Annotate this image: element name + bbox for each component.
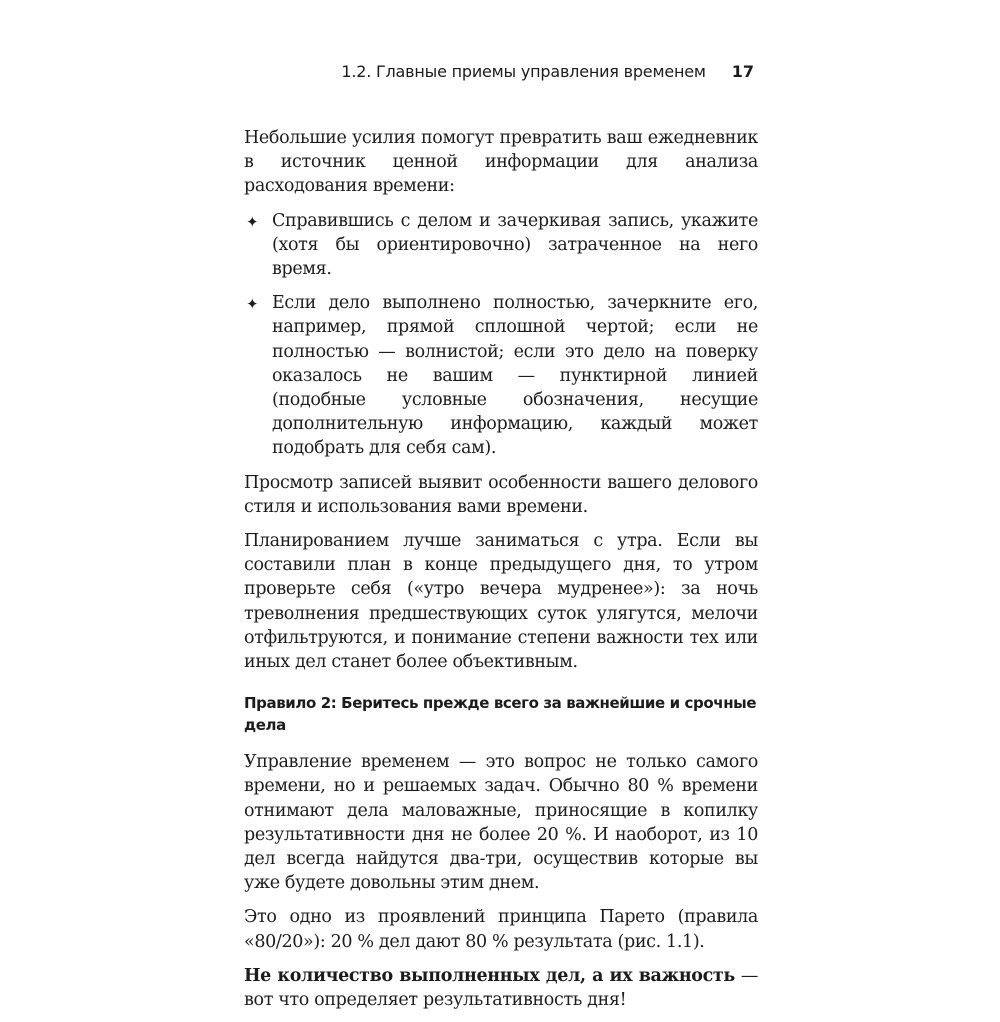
management-paragraph: Управление временем — это вопрос не только самого времени, но и решаемых задач. Обычно 80 % времени отнимают дела маловажные, приносящие в копилку результативности дня не более 20 %. И наоборот, из 10 дел всегда найдутся два-три, осуществив которые вы уже будете довольны этим днем. [244, 752, 758, 894]
pareto-paragraph: Это одно из проявлений принципа Парето (правила «80/20»): 20 % дел дают 80 % результата (рис. 1.1). [244, 907, 758, 952]
bullet-text: Справившись с делом и зачеркивая запись, укажите (хотя бы ориентировочно) затраченное на него время. [272, 210, 758, 280]
bullet-item [244, 209, 758, 282]
rule-heading: Правило 2: Беритесь прежде всего за важнейшие и срочные дела [244, 694, 757, 735]
review-paragraph: Просмотр записей выявит особенности вашего делового стиля и использования вами времени. [244, 472, 758, 517]
body-text [244, 126, 758, 1022]
bullet-list [244, 209, 758, 461]
closing-bold-text: Не количество выполненных дел, а их важность [244, 965, 735, 986]
bullet-item [244, 291, 758, 460]
intro-paragraph: Небольшие усилия помогут превратить ваш ежедневник в источник ценной информации для анализа расходования времени: [244, 128, 758, 197]
star-bullet-icon: ✦ [246, 295, 259, 314]
closing-paragraph [244, 964, 758, 1012]
bullet-text: Если дело выполнено полностью, зачеркните его, например, прямой сплошной чертой; если не полностью — волнистой; если это дело на поверку оказалось не вашим — пунктирной линией (подобные условные обозначения, несущие дополнительную информацию, каждый может подобрать для себя сам). [272, 293, 758, 459]
star-bullet-icon: ✦ [246, 212, 259, 231]
page-number: 17 [731, 62, 754, 81]
running-head-title: 1.2. Главные приемы управления временем [341, 62, 706, 81]
planning-paragraph: Планированием лучше заниматься с утра. Если вы составили план в конце предыдущего дня, то утром проверьте себя («утро вечера мудренее»): за ночь треволнения предшествующих суток улягутся, мелочи отфильтруются, и понимание степени важности тех или иных дел станет более объективным. [244, 531, 758, 673]
closing-rest-text: — вот что определяет результативность дня! [244, 965, 758, 1011]
running-head [244, 62, 754, 88]
